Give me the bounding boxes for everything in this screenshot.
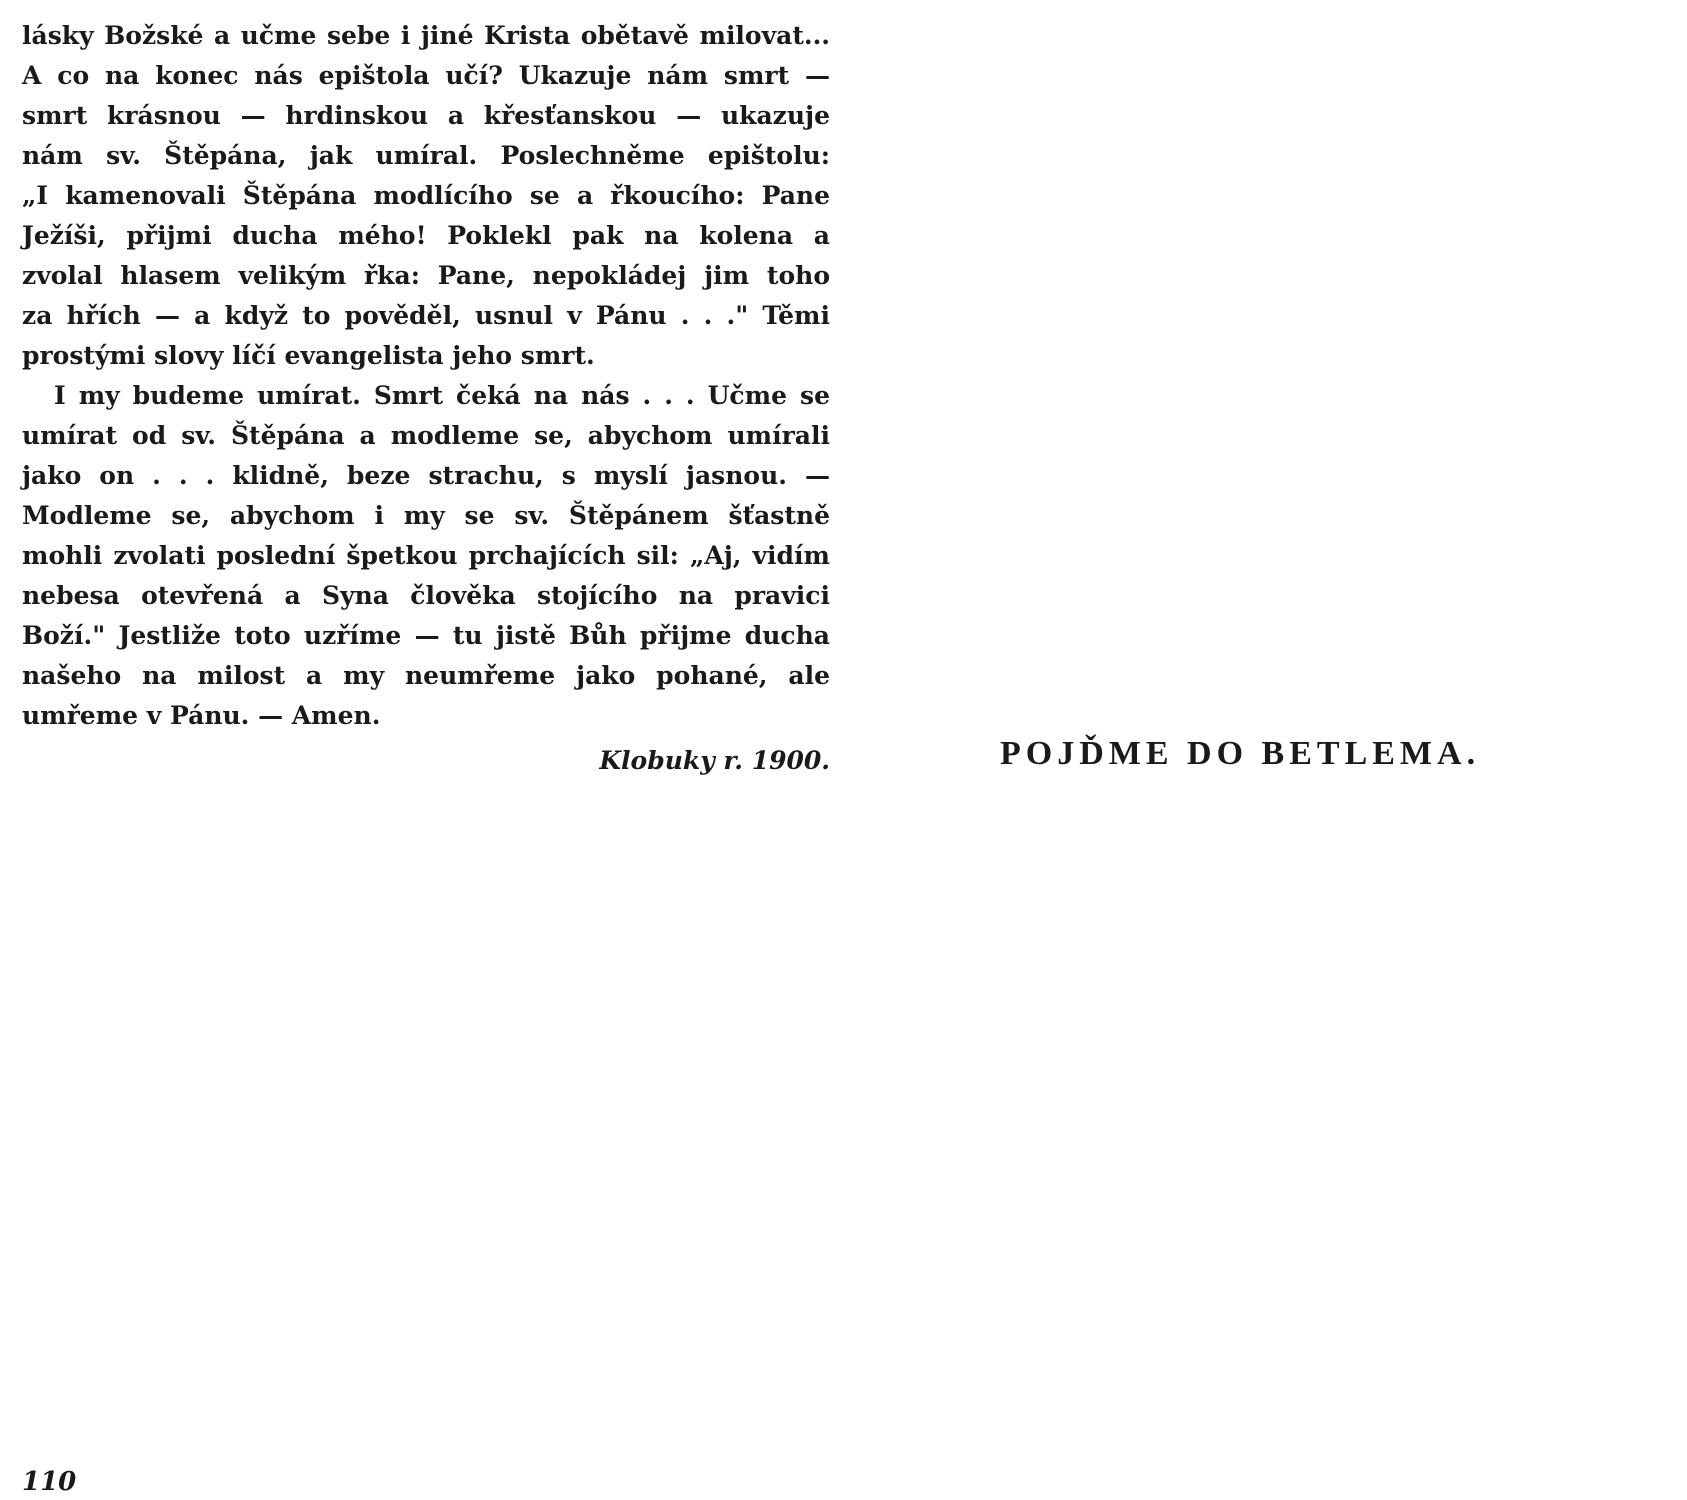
sermon-text — [22, 16, 830, 736]
text-line: smrt krásnou — hrdinskou a křesťanskou — ukazuje — [22, 101, 830, 130]
text-line: lásky Božské a učme sebe i jiné Krista obětavě milovat... — [22, 21, 830, 50]
text-line: umřeme v Pánu. — Amen. — [22, 701, 381, 730]
chapter-heading: POJĎME DO BETLEMA. — [1000, 735, 1481, 772]
text-line: nám sv. Štěpána, jak umíral. Poslechněme epištolu: — [22, 141, 830, 170]
text-line: nebesa otevřená a Syna člověka stojícího na pravici — [22, 581, 830, 610]
page-number: 110 — [22, 1467, 77, 1497]
text-line: mohli zvolati poslední špetkou prchajících sil: „Aj, vidím — [22, 541, 830, 570]
text-line: I my budeme umírat. Smrt čeká na nás . . . Učme se — [54, 381, 830, 410]
text-line: Ježíši, přijmi ducha mého! Poklekl pak na kolena a — [22, 221, 830, 250]
signature: Klobuky r. 1900. — [599, 746, 830, 775]
text-line: Modleme se, abychom i my se sv. Štěpánem šťastně — [22, 501, 830, 530]
text-line: za hřích — a když to pověděl, usnul v Pánu . . ." Těmi — [22, 301, 830, 330]
text-line: A co na konec nás epištola učí? Ukazuje nám smrt — — [22, 61, 830, 90]
text-line: jako on . . . klidně, beze strachu, s myslí jasnou. — — [22, 461, 830, 490]
text-line: našeho na milost a my neumřeme jako pohané, ale — [22, 661, 830, 690]
left-page — [22, 16, 830, 775]
text-line: prostými slovy líčí evangelista jeho smrt. — [22, 341, 595, 370]
text-line: Boží." Jestliže toto uzříme — tu jistě Bůh přijme ducha — [22, 621, 830, 650]
text-line: umírat od sv. Štěpána a modleme se, abychom umírali — [22, 421, 830, 450]
text-line: „I kamenovali Štěpána modlícího se a řkoucího: Pane — [22, 181, 830, 210]
text-line: zvolal hlasem velikým řka: Pane, nepokládej jim toho — [22, 261, 830, 290]
